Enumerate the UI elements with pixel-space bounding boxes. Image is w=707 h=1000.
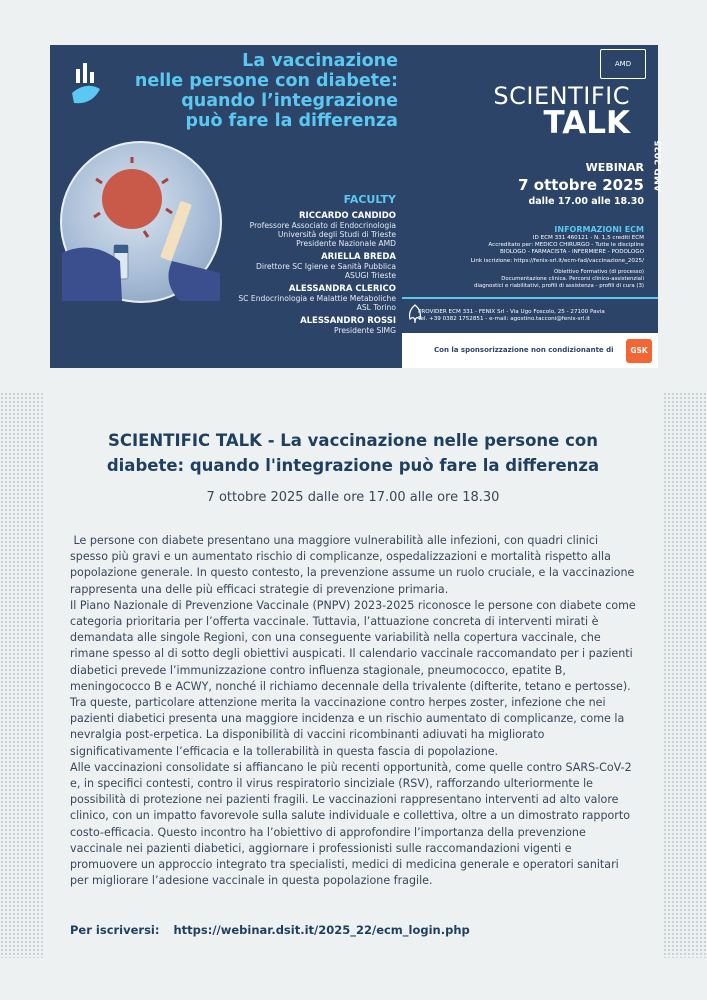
objective-line: diagnostici e riabilitativi, profili di assistenza - profili di cura (3) (474, 283, 644, 289)
article-paragraph: Le persone con diabete presentano una maggiore vulnerabilità alle infezioni, con quadri clinici spesso più gravi e un aumentato rischio di complicanze, ospedalizzazioni e mortalità rispetto alla popolazione generale. In questo contesto, la prevenzione assume un ruolo cruciale, e la vaccinazione rappresenta una delle più efficaci strategie di prevenzione primaria. (70, 534, 638, 596)
article-paragraph: Il Piano Nazionale di Prevenzione Vaccinale (PNPV) 2023-2025 riconosce le persone con diabete come categoria prioritaria per l’offerta vaccinale. Tuttavia, l’attuazione concreta di interventi mirati è demandata alle singole Regioni, con una conseguente variabilità nella copertura vaccinale, che rimane spesso al di sotto degli obiettivi auspicati. Il calendario vaccinale raccomandato per i pazienti diabetici prevede l’immunizzazione contro influenza stagionale, pneumococco, epatite B, meningococco B e ACWY, nonché il richiamo decennale della trivalente (difterite, tetano e pertosse). Tra queste, particolare attenzione merita la vaccinazione contro herpes zoster, infezione che nei pazienti diabetici presenta una maggiore incidenza e un rischio aumentato di complicanze, come la nevralgia post-erpetica. La disponibilità di vaccini ricombinanti adiuvati ha migliorato significativamente l’efficacia e la tollerabilità in questa fascia di popolazione. (70, 598, 636, 758)
objective-line: Documentazione clinica. Percorsi clinico-assistenziali (501, 276, 644, 282)
provider-line: PROVIDER ECM 331 - FENIX Srl - Via Ugo Foscolo, 25 - 27100 Pavia (418, 309, 605, 315)
faculty-role: SC Endocrinologia e Malattie Metaboliche (238, 294, 396, 303)
webinar-label: WEBINAR (585, 161, 644, 174)
signup-label: Per iscriversi: (70, 923, 160, 937)
event-time: dalle 17.00 alle 18.30 (528, 196, 644, 207)
faculty-role: Presidente SIMG (333, 326, 396, 335)
event-info (402, 45, 664, 368)
dot-pattern-right (663, 392, 707, 958)
dot-pattern-left (0, 392, 44, 958)
gsk-logo: GSK (626, 339, 652, 363)
ecm-line: BIOLOGO - FARMACISTA - INFERMIERE - PODOLOGO (499, 249, 644, 255)
event-date: 7 ottobre 2025 (518, 176, 644, 194)
article-paragraph: Alle vaccinazioni consolidate si affiancano le più recenti opportunità, come quelle contro SARS-CoV-2 e, in specifici contesti, contro il virus respiratorio sinciziale (RSV), rafforzando ulteriormente le possibilità di protezione nei pazienti fragili. Le vaccinazioni rappresentano interventi ad alto valore clinico, con un impatto favorevole sulla salute individuale e collettiva, oltre a un dimostrato rapporto costo-efficacia. Questo incontro ha l’obiettivo di approfondire l’importanza della prevenzione vaccinale nei pazienti diabetici, aggiornare i professionisti sulle raccomandazioni vigenti e promuovere un approccio integrato tra specialisti, medici di medicina generale e operatori sanitari per migliorare l’adesione vaccinale in questa popolazione fragile. (70, 760, 632, 888)
faculty-member (136, 316, 396, 335)
faculty-role: Presidente Nazionale AMD (296, 239, 396, 248)
sponsor-bar (402, 333, 658, 368)
faculty-role: Professore Associato di Endocrinologia (249, 221, 396, 230)
faculty-name: ALESSANDRA CLERICO (288, 284, 396, 294)
ecm-signup-link[interactable]: Link iscrizione: https://fenix-srl.it/ecm-fad/vaccinazione_2025/ (470, 258, 644, 264)
faculty-role: ASL Torino (356, 303, 396, 312)
article-date: 7 ottobre 2025 dalle ore 17.00 alle ore 18.30 (206, 490, 500, 505)
sponsor-text: Con la sponsorizzazione non condizionante di (434, 346, 614, 354)
faculty-member (136, 252, 396, 280)
faculty-name: ARIELLA BREDA (321, 252, 396, 262)
amd-logo: AMD (600, 49, 646, 79)
ecm-line: Accreditato per: MEDICO CHIRURGO - Tutte le discipline (488, 242, 644, 248)
signup-line (70, 923, 638, 937)
faculty-role: Direttore SC Igiene e Sanità Pubblica (256, 262, 396, 271)
banner-title: La vaccinazione nelle persone con diabete: quando l’integrazione può fare la differenza (134, 51, 398, 131)
article-heading: SCIENTIFIC TALK - La vaccinazione nelle persone con diabete: quando l'integrazione può fare la differenza (106, 431, 600, 475)
ecm-info (404, 235, 644, 256)
ecm-heading: INFORMAZIONI ECM (554, 225, 644, 234)
faculty-member (136, 284, 396, 312)
faculty-role: Università degli Studi di Trieste (277, 230, 396, 239)
ecm-objective (424, 269, 644, 290)
faculty-member (136, 211, 396, 248)
event-banner (50, 45, 664, 368)
provider-line: Tel. +39 0382 1752851 - e-mail: agostino.tacconi@fenix-srl.it (418, 316, 590, 322)
faculty-list (136, 211, 396, 339)
amd-logo-icon (68, 63, 104, 109)
faculty-name: RICCARDO CANDIDO (299, 211, 396, 221)
objective-line: Obiettivo Formativo (di processo) (554, 269, 644, 275)
faculty-role: ASUGI Trieste (344, 271, 396, 280)
article-body (70, 533, 638, 889)
banner-divider (402, 297, 658, 299)
scientific-label: SCIENTIFIC (493, 82, 630, 110)
faculty-name: ALESSANDRO ROSSI (300, 316, 396, 326)
ecm-line: ID ECM 331 460121 - N. 1,5 crediti ECM (532, 235, 644, 241)
faculty-heading: FACULTY (343, 193, 396, 206)
talk-label: TALK (543, 105, 630, 141)
signup-link[interactable]: https://webinar.dsit.it/2025_22/ecm_login.php (173, 923, 470, 937)
amd-year-label: AMD 2025 (654, 140, 664, 192)
provider-info (418, 309, 644, 323)
